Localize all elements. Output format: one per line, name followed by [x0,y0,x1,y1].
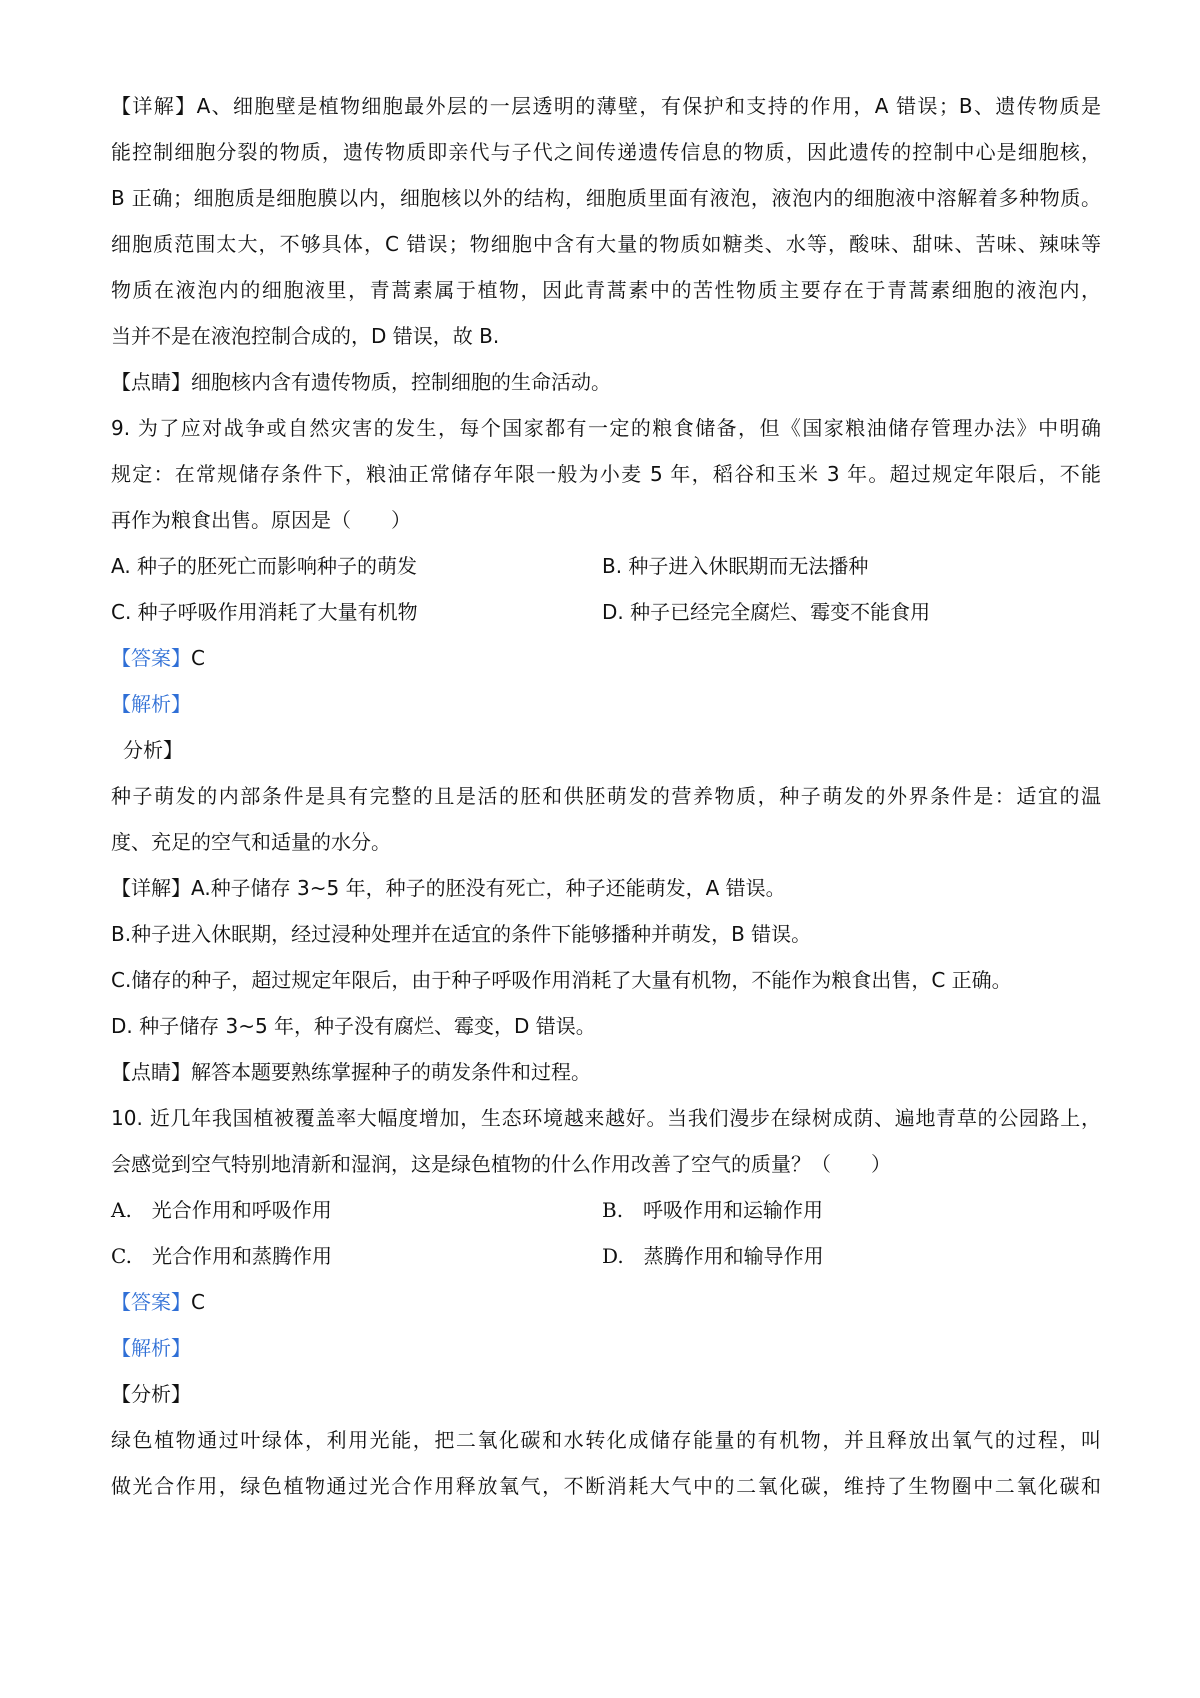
q10-answer-value: C [191,1290,205,1314]
q10-option-a: A. 光合作用和呼吸作用 [111,1198,332,1222]
q9-stem-line-2: 规定：在常规储存条件下，粮油正常储存年限一般为小麦 5 年，稻谷和玉米 3 年。超过规定年限后，不能 [111,462,1101,486]
q10-option-d: D. 蒸腾作用和输导作用 [602,1244,824,1268]
q8-comment: 【点睛】细胞核内含有遗传物质，控制细胞的生命活动。 [111,370,611,394]
q10-analysis-line-2: 做光合作用，绿色植物通过光合作用释放氧气，不断消耗大气中的二氧化碳，维持了生物圈中二氧化碳和 [111,1474,1101,1498]
q9-option-a: A. 种子的胚死亡而影响种子的萌发 [111,554,418,578]
q8-detail-line-6: 当并不是在液泡控制合成的，D 错误，故 B. [111,324,500,348]
q8-detail-line-3: B 正确；细胞质是细胞膜以内，细胞核以外的结构，细胞质里面有液泡，液泡内的细胞液中溶解着多种物质。 [111,186,1101,210]
q9-comment-tag: 【点睛】 [111,1060,191,1084]
q9-answer-tag: 【答案】 [111,646,191,670]
q10-stem-line-1: 10. 近几年我国植被覆盖率大幅度增加，生态环境越来越好。当我们漫步在绿树成荫、遍地青草的公园路上， [111,1106,1101,1130]
q9-option-c: C. 种子呼吸作用消耗了大量有机物 [111,600,418,624]
q9-stem-line-3: 再作为粮食出售。原因是（ ） [111,508,411,532]
q9-detail-line-2: B.种子进入休眠期，经过浸种处理并在适宜的条件下能够播种并萌发，B 错误。 [111,922,812,946]
q9-analysis-line-2: 度、充足的空气和适量的水分。 [111,830,391,854]
q10-answer [111,1288,1101,1316]
q9-answer-value: C [191,646,205,670]
q10-option-b: B. 呼吸作用和运输作用 [602,1198,824,1222]
q9-detail-line-3: C.储存的种子，超过规定年限后，由于种子呼吸作用消耗了大量有机物，不能作为粮食出售，C 正确。 [111,968,1012,992]
q9-analysis-tag: 【解析】 [111,692,191,716]
q10-analysis-tag: 【解析】 [111,1336,191,1360]
q8-comment-tag: 【点睛】 [111,370,191,394]
q8-detail-line-5: 物质在液泡内的细胞液里，青蒿素属于植物，因此青蒿素中的苦性物质主要存在于青蒿素细胞的液泡内， [111,278,1101,302]
q8-detail-line-4: 细胞质范围太大，不够具体，C 错误；物细胞中含有大量的物质如糖类、水等，酸味、甜味、苦味、辣味等 [111,232,1101,256]
q9-stem-line-1: 9. 为了应对战争或自然灾害的发生，每个国家都有一定的粮食储备，但《国家粮油储存管理办法》中明确 [111,416,1101,440]
q9-detail-line-1: 【详解】A.种子储存 3~5 年，种子的胚没有死亡，种子还能萌发，A 错误。 [111,876,786,900]
q9-option-b: B. 种子进入休眠期而无法播种 [602,554,869,578]
q10-option-c: C. 光合作用和蒸腾作用 [111,1244,332,1268]
q10-stem-line-2: 会感觉到空气特别地清新和湿润，这是绿色植物的什么作用改善了空气的质量？（ ） [111,1152,891,1176]
q10-answer-tag: 【答案】 [111,1290,191,1314]
q9-answer [111,644,1101,672]
q8-detail-line-1: 【详解】A、细胞壁是植物细胞最外层的一层透明的薄壁，有保护和支持的作用，A 错误；B、遗传物质是 [111,94,1101,118]
q10-analysis-head: 【分析】 [111,1382,191,1406]
q8-detail-tag: 【详解】 [111,94,197,118]
q9-option-d: D. 种子已经完全腐烂、霉变不能食用 [602,600,931,624]
q10-analysis-line-1: 绿色植物通过叶绿体，利用光能，把二氧化碳和水转化成储存能量的有机物，并且释放出氧气的过程，叫 [111,1428,1101,1452]
q9-analysis-line-1: 种子萌发的内部条件是具有完整的且是活的胚和供胚萌发的营养物质，种子萌发的外界条件是：适宜的温 [111,784,1101,808]
q9-detail-tag: 【详解】 [111,876,191,900]
q8-detail-line-2: 能控制细胞分裂的物质，遗传物质即亲代与子代之间传递遗传信息的物质，因此遗传的控制中心是细胞核， [111,140,1101,164]
q9-detail-line-4: D. 种子储存 3~5 年，种子没有腐烂、霉变，D 错误。 [111,1014,596,1038]
q9-comment: 【点睛】解答本题要熟练掌握种子的萌发条件和过程。 [111,1060,591,1084]
q9-analysis-head: 分析】 [123,738,183,762]
